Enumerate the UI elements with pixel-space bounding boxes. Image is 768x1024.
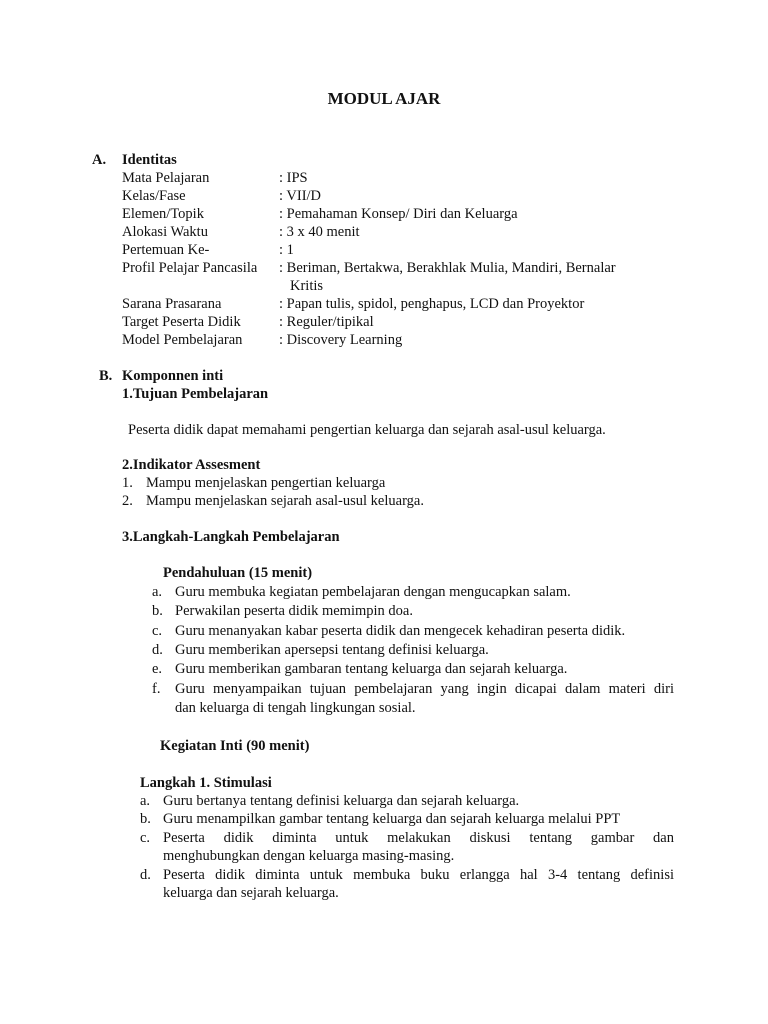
identity-label: Pertemuan Ke- [122,242,210,258]
langkah-heading: 3.Langkah-Langkah Pembelajaran [122,529,340,545]
list-letter: a. [140,793,151,809]
section-b-letter: B. [99,368,113,384]
identity-label: Sarana Prasarana [122,296,222,312]
list-number: 1. [122,475,133,491]
list-item-line: Peserta didik diminta untuk melakukan diskusi tentang gambar dan [163,830,674,846]
tujuan-text: Peserta didik dapat memahami pengertian keluarga dan sejarah asal-usul keluarga. [128,422,606,438]
identity-value: : Papan tulis, spidol, penghapus, LCD dan Proyektor [279,296,585,312]
list-item: Guru bertanya tentang definisi keluarga dan sejarah keluarga. [163,793,520,809]
list-letter: e. [152,661,163,677]
langkah1-heading: Langkah 1. Stimulasi [140,775,272,791]
indikator-heading: 2.Indikator Assesment [122,457,261,473]
tujuan-heading: 1.Tujuan Pembelajaran [122,386,269,402]
list-letter: b. [140,811,151,827]
pendahuluan-heading: Pendahuluan (15 menit) [163,565,313,581]
list-item: Guru memberikan apersepsi tentang definisi keluarga. [175,642,489,658]
identity-value: : Reguler/tipikal [279,314,374,330]
section-a-letter: A. [92,152,107,168]
identity-label: Mata Pelajaran [122,170,210,186]
identity-value: : IPS [279,170,308,186]
identity-label: Model Pembelajaran [122,332,243,348]
list-letter: c. [152,623,163,639]
list-number: 2. [122,493,133,509]
identity-value: : Beriman, Bertakwa, Berakhlak Mulia, Mandiri, Bernalar [279,260,616,276]
list-letter: c. [140,830,151,846]
list-item-line: Guru menyampaikan tujuan pembelajaran yang ingin dicapai dalam materi diri [175,681,674,697]
identity-label: Alokasi Waktu [122,224,208,240]
list-item: Guru membuka kegiatan pembelajaran dengan mengucapkan salam. [175,584,571,600]
list-letter: d. [140,867,151,883]
list-item: Guru menanyakan kabar peserta didik dan mengecek kehadiran peserta didik. [175,623,626,639]
list-letter: b. [152,603,163,619]
section-a-heading: Identitas [122,152,177,168]
identity-label: Profil Pelajar Pancasila [122,260,258,276]
list-item-line: dan keluarga di tengah lingkungan sosial. [175,700,416,716]
identity-label: Kelas/Fase [122,188,186,204]
list-item: Mampu menjelaskan pengertian keluarga [146,475,386,491]
list-letter: d. [152,642,163,658]
list-item: Mampu menjelaskan sejarah asal-usul keluarga. [146,493,424,509]
identity-value: : 3 x 40 menit [279,224,360,240]
document-title: MODUL AJAR [327,89,441,108]
section-b-heading: Komponnen inti [122,368,224,384]
identity-value: : VII/D [279,188,322,204]
list-item-line: menghubungkan dengan keluarga masing-masing. [163,848,455,864]
kegiatan-inti-heading: Kegiatan Inti (90 menit) [160,738,310,754]
list-item-line: keluarga dan sejarah keluarga. [163,885,339,901]
list-item-line: Peserta didik diminta untuk membuka buku erlangga hal 3-4 tentang definisi [163,867,674,883]
identity-value: : 1 [279,242,294,258]
identity-label: Elemen/Topik [122,206,204,222]
identity-value-continued: Kritis [290,278,324,294]
list-item: Guru menampilkan gambar tentang keluarga dan sejarah keluarga melalui PPT [163,811,621,827]
identity-value: : Pemahaman Konsep/ Diri dan Keluarga [279,206,518,222]
list-letter: a. [152,584,163,600]
list-letter: f. [152,681,161,697]
identity-label: Target Peserta Didik [122,314,241,330]
list-item: Perwakilan peserta didik memimpin doa. [175,603,413,619]
list-item: Guru memberikan gambaran tentang keluarga dan sejarah keluarga. [175,661,568,677]
identity-value: : Discovery Learning [279,332,403,348]
